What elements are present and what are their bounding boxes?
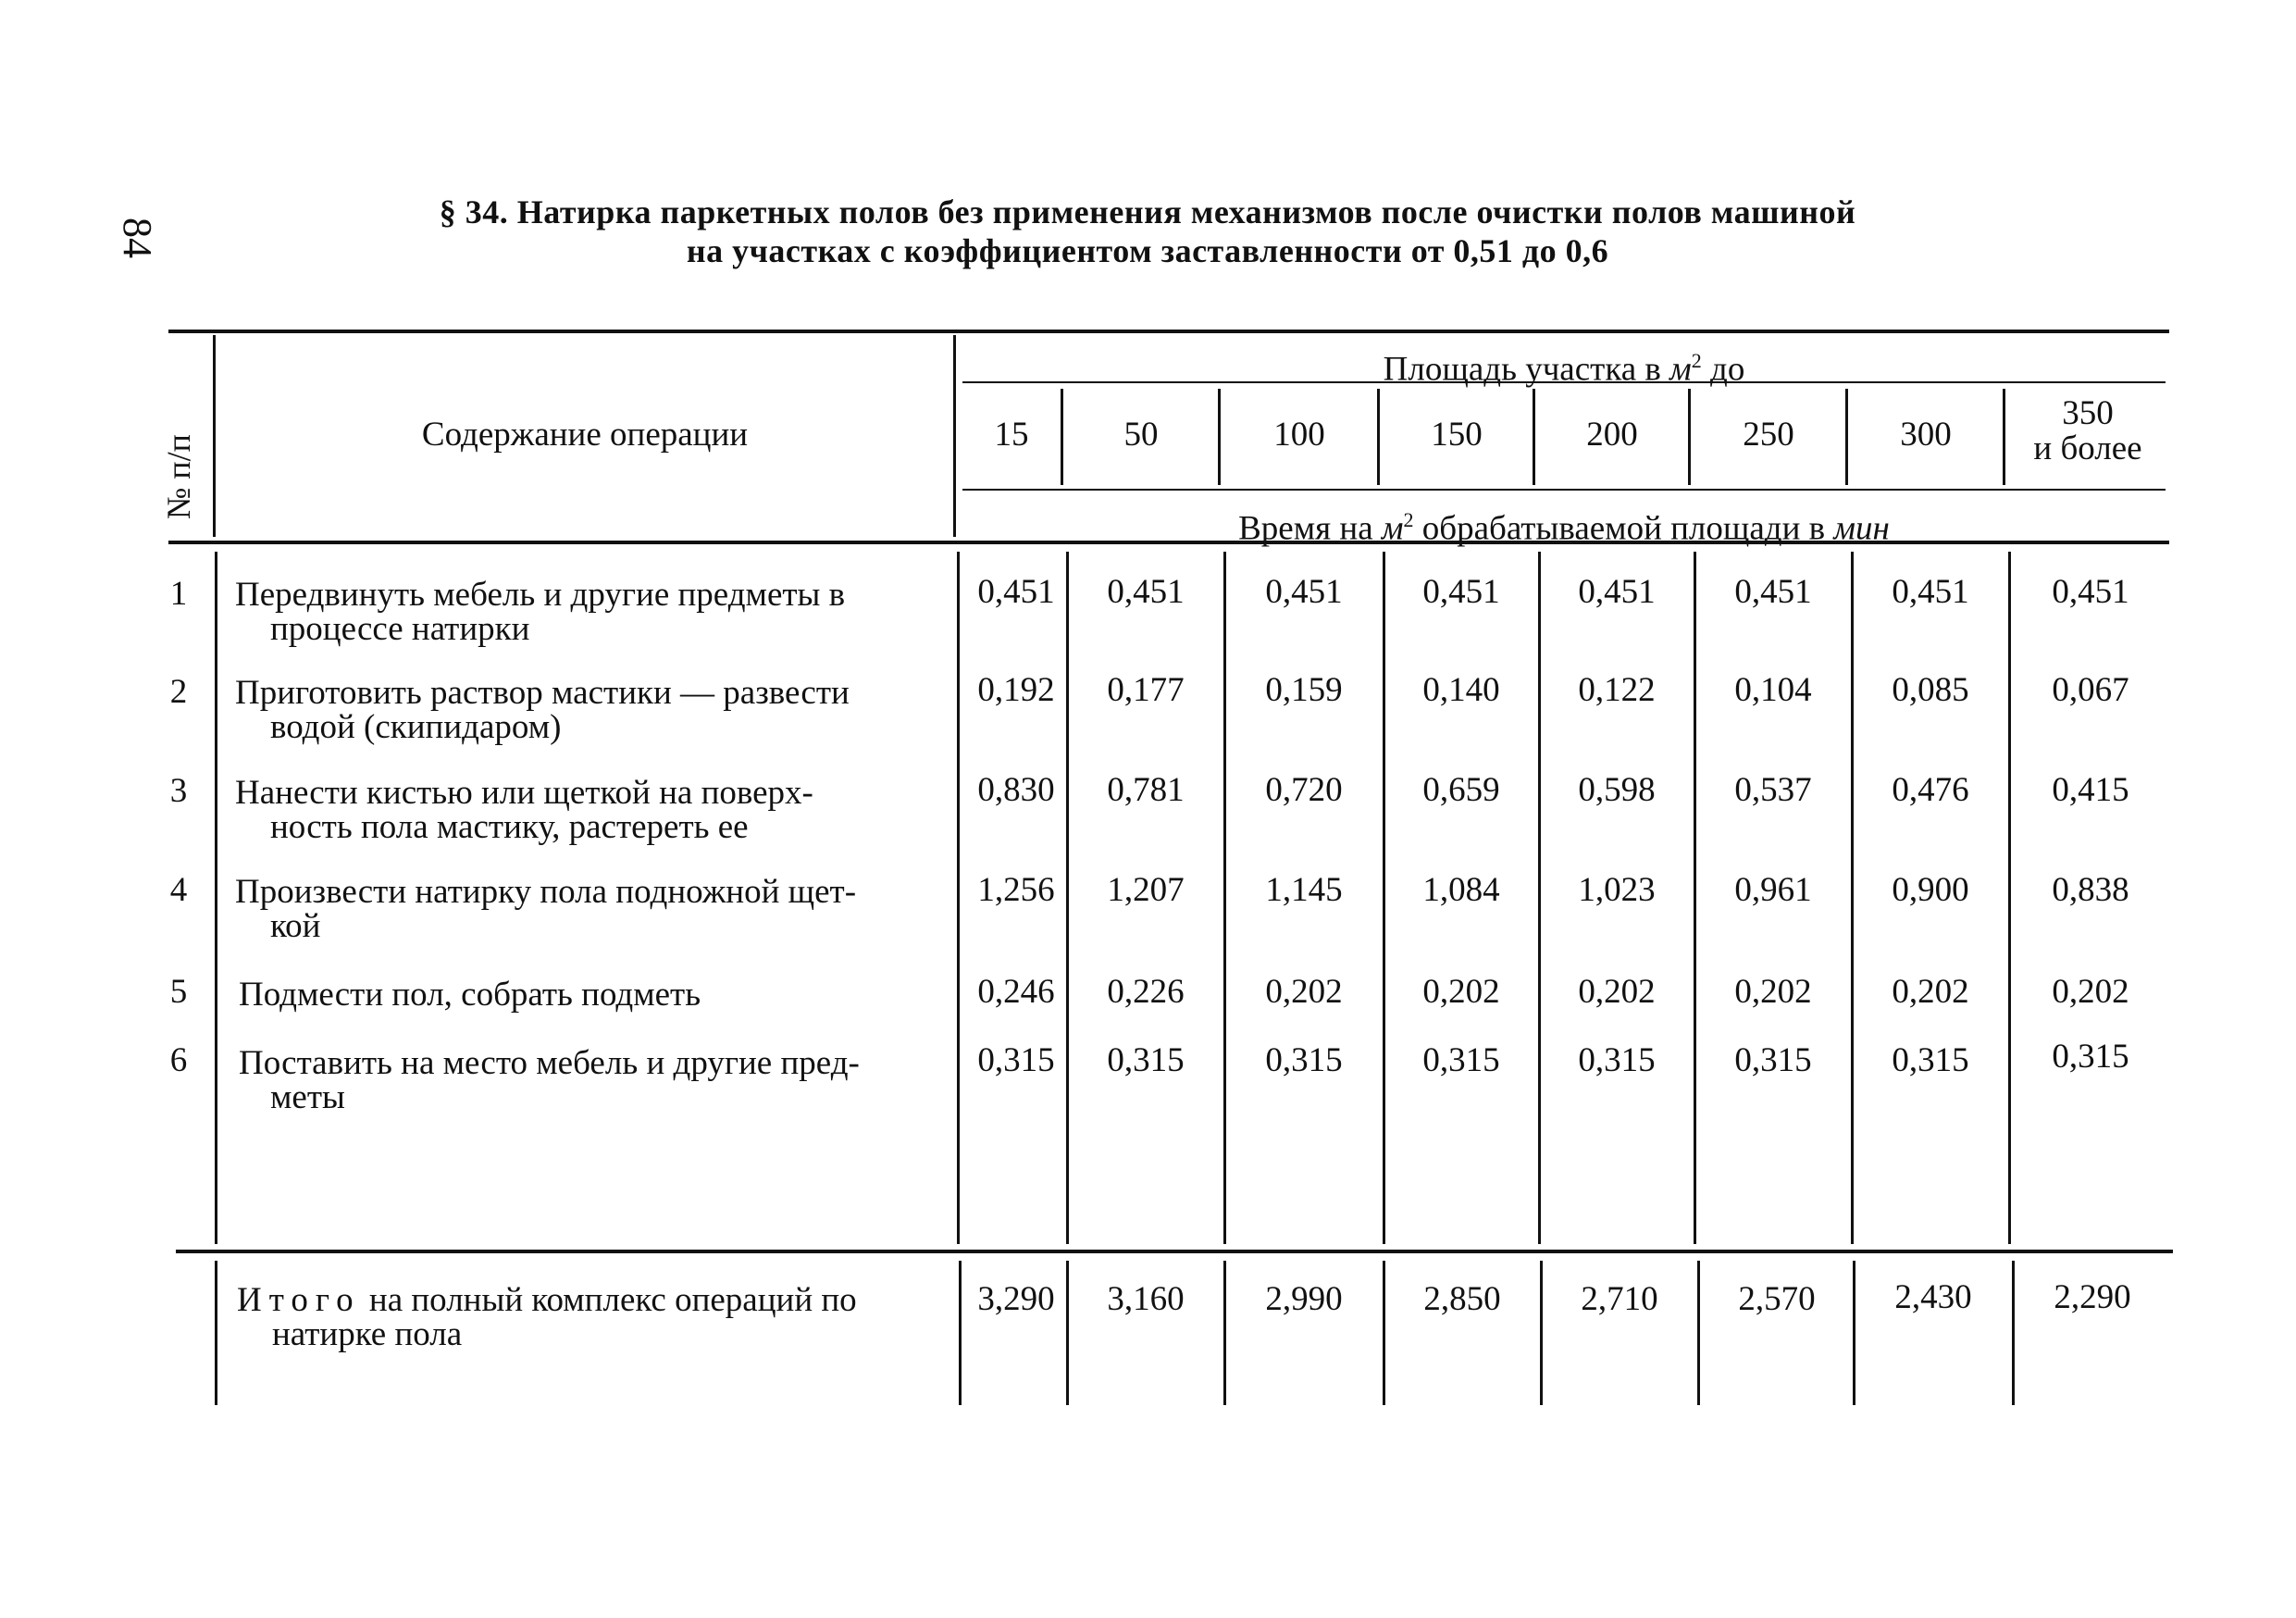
total-divider-col5 — [1697, 1261, 1700, 1405]
area-col-350: 350 и более — [2033, 394, 2142, 467]
value-col-15: 0,451 — [977, 573, 1055, 611]
value-col-150: 0,659 — [1422, 771, 1500, 809]
title-line-2: на участках с коэффициентом заставленности от 0,51 до 0,6 — [686, 232, 1609, 269]
section-title — [278, 193, 2017, 270]
value-col-15: 0,315 — [977, 1041, 1055, 1079]
value-col-300: 0,085 — [1892, 671, 1969, 709]
area-col-200: 200 — [1586, 416, 1638, 454]
row-number: 3 — [169, 772, 188, 810]
value-col-15: 0,246 — [977, 973, 1055, 1011]
value-col-150: 1,084 — [1422, 871, 1500, 909]
row-number: 2 — [169, 673, 188, 711]
total-top-rule — [176, 1250, 2173, 1253]
header-divider-col1 — [1061, 389, 1063, 485]
total-col-200: 2,710 — [1581, 1280, 1658, 1318]
title-line-1: § 34. Натирка паркетных полов без применения механизмов после очистки полов машиной — [439, 193, 1856, 230]
value-col-350: 0,415 — [2052, 771, 2129, 809]
value-col-300: 0,900 — [1892, 871, 1969, 909]
total-divider-col2 — [1223, 1261, 1226, 1405]
operation-text: Подмести пол, собрать подметь — [239, 976, 701, 1014]
total-divider-num — [215, 1261, 217, 1405]
operation-text: Поставить на место мебель и другие пред- меты — [239, 1044, 860, 1116]
value-col-150: 0,202 — [1422, 973, 1500, 1011]
total-divider-col6 — [1853, 1261, 1855, 1405]
header-divider-col5 — [1688, 389, 1691, 485]
value-col-150: 0,315 — [1422, 1041, 1500, 1079]
operation-text: Приготовить раствор мастики — развести водой (скипидаром) — [235, 674, 850, 746]
total-col-50: 3,160 — [1107, 1280, 1185, 1318]
value-col-250: 0,315 — [1734, 1041, 1812, 1079]
area-header: Площадь участка в $м^2$ до — [1383, 349, 1745, 389]
value-col-50: 0,781 — [1107, 771, 1185, 809]
value-col-200: 0,315 — [1578, 1041, 1656, 1079]
table-top-rule — [168, 330, 2169, 333]
total-col-300: 2,430 — [1894, 1278, 1972, 1316]
value-col-50: 0,226 — [1107, 973, 1185, 1011]
value-col-50: 0,177 — [1107, 671, 1185, 709]
value-col-15: 0,192 — [977, 671, 1055, 709]
area-col-300: 300 — [1900, 416, 1952, 454]
row-number: 4 — [169, 871, 188, 909]
area-col-50: 50 — [1123, 416, 1159, 454]
value-col-200: 1,023 — [1578, 871, 1656, 909]
area-col-100: 100 — [1273, 416, 1325, 454]
value-col-50: 1,207 — [1107, 871, 1185, 909]
col-operation-header: Содержание операции — [421, 416, 749, 454]
total-col-100: 2,990 — [1265, 1280, 1343, 1318]
page-number: 84 — [115, 218, 160, 258]
value-col-250: 0,202 — [1734, 973, 1812, 1011]
total-col-250: 2,570 — [1738, 1280, 1816, 1318]
header-divider-col2 — [1218, 389, 1221, 485]
value-col-250: 0,961 — [1734, 871, 1812, 909]
total-text: Итого на полный комплекс операций по натирке пола — [237, 1281, 857, 1353]
area-col-15: 15 — [994, 416, 1029, 454]
value-col-300: 0,451 — [1892, 573, 1969, 611]
header-divider-op — [953, 335, 956, 537]
value-col-200: 0,598 — [1578, 771, 1656, 809]
value-col-100: 0,159 — [1265, 671, 1343, 709]
header-divider-col7 — [2003, 389, 2005, 485]
body-divider-col1 — [1066, 552, 1069, 1244]
value-col-250: 0,104 — [1734, 671, 1812, 709]
total-divider-col3 — [1383, 1261, 1385, 1405]
value-col-350: 0,315 — [2052, 1038, 2129, 1076]
total-divider-col7 — [2012, 1261, 2015, 1405]
value-col-250: 0,537 — [1734, 771, 1812, 809]
body-divider-col6 — [1851, 552, 1854, 1244]
body-divider-col2 — [1223, 552, 1226, 1244]
value-col-300: 0,202 — [1892, 973, 1969, 1011]
time-header: Время на $м^2$ обрабатываемой площади в мин — [1238, 508, 1890, 548]
header-divider-col6 — [1845, 389, 1848, 485]
total-divider-op — [959, 1261, 962, 1405]
row-number: 5 — [169, 973, 188, 1011]
value-col-150: 0,140 — [1422, 671, 1500, 709]
body-divider-col7 — [2008, 552, 2011, 1244]
header-divider-num — [213, 335, 216, 537]
value-col-350: 0,838 — [2052, 871, 2129, 909]
value-col-100: 0,451 — [1265, 573, 1343, 611]
value-col-50: 0,315 — [1107, 1041, 1185, 1079]
body-divider-num — [215, 552, 217, 1244]
col-num-header: № п/п — [160, 434, 197, 519]
total-col-150: 2,850 — [1423, 1280, 1501, 1318]
value-col-100: 0,720 — [1265, 771, 1343, 809]
value-col-250: 0,451 — [1734, 573, 1812, 611]
value-col-200: 0,451 — [1578, 573, 1656, 611]
time-header-rule — [962, 489, 2166, 491]
total-col-350: 2,290 — [2054, 1278, 2131, 1316]
value-col-350: 0,067 — [2052, 671, 2129, 709]
total-divider-col1 — [1066, 1261, 1069, 1405]
total-col-15: 3,290 — [977, 1280, 1055, 1318]
value-col-15: 0,830 — [977, 771, 1055, 809]
row-number: 1 — [169, 575, 188, 613]
value-col-300: 0,476 — [1892, 771, 1969, 809]
header-divider-col4 — [1533, 389, 1535, 485]
value-col-350: 0,202 — [2052, 973, 2129, 1011]
body-divider-col5 — [1694, 552, 1696, 1244]
body-divider-col4 — [1538, 552, 1541, 1244]
operation-text: Передвинуть мебель и другие предметы в процессе натирки — [235, 576, 846, 648]
value-col-100: 0,202 — [1265, 973, 1343, 1011]
header-divider-col3 — [1377, 389, 1380, 485]
body-divider-op — [957, 552, 960, 1244]
value-col-50: 0,451 — [1107, 573, 1185, 611]
area-col-150: 150 — [1431, 416, 1483, 454]
value-col-300: 0,315 — [1892, 1041, 1969, 1079]
value-col-150: 0,451 — [1422, 573, 1500, 611]
operation-text: Произвести натирку пола подножной щет- кой — [235, 873, 857, 945]
total-divider-col4 — [1540, 1261, 1543, 1405]
value-col-350: 0,451 — [2052, 573, 2129, 611]
area-col-250: 250 — [1743, 416, 1794, 454]
value-col-200: 0,122 — [1578, 671, 1656, 709]
value-col-100: 0,315 — [1265, 1041, 1343, 1079]
row-number: 6 — [169, 1041, 188, 1079]
operation-text: Нанести кистью или щеткой на поверх- ность пола мастику, растереть ее — [235, 774, 813, 846]
value-col-100: 1,145 — [1265, 871, 1343, 909]
value-col-15: 1,256 — [977, 871, 1055, 909]
value-col-200: 0,202 — [1578, 973, 1656, 1011]
body-divider-col3 — [1383, 552, 1385, 1244]
